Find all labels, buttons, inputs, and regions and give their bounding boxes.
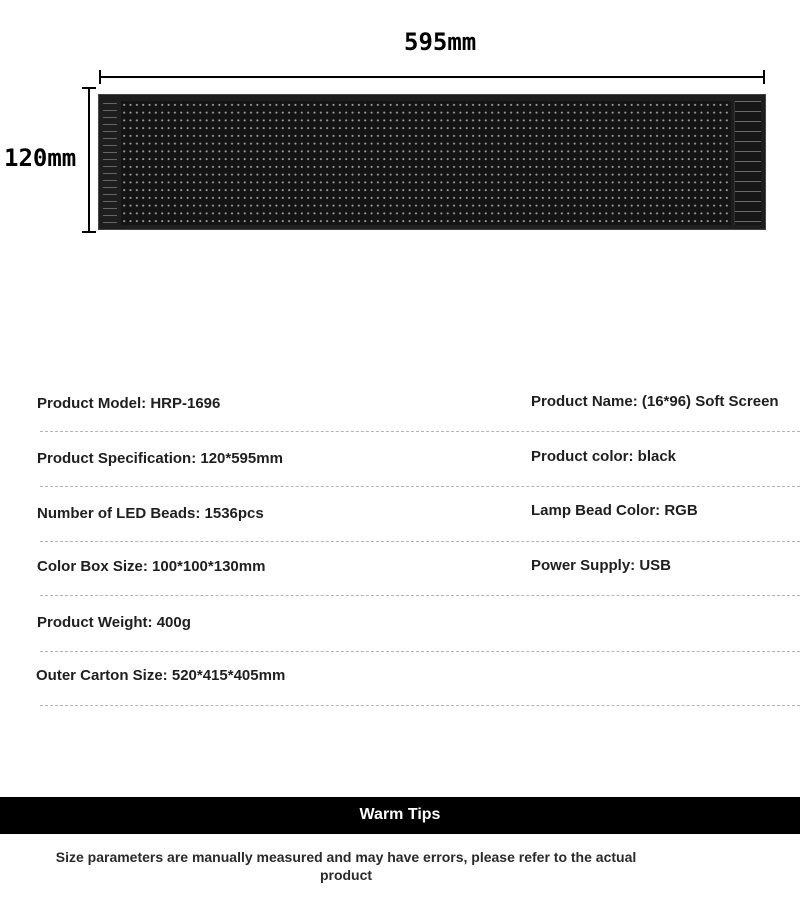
spec-row <box>0 667 800 721</box>
spec-divider <box>40 705 800 706</box>
spec-row <box>0 504 800 558</box>
spec-divider <box>40 595 800 596</box>
height-dimension-tick-top <box>82 87 96 89</box>
led-dot-matrix <box>121 101 731 225</box>
width-dimension-tick-left <box>99 70 101 84</box>
spec-led-beads: Number of LED Beads: 1536pcs <box>37 505 264 522</box>
height-dimension-label: 120mm <box>4 144 77 172</box>
height-dimension-tick-bottom <box>82 231 96 233</box>
spec-color-box-size: Color Box Size: 100*100*130mm <box>37 558 266 575</box>
warm-tips-text: Size parameters are manually measured and may have errors, please refer to the actual product <box>55 849 637 883</box>
spec-product-model: Product Model: HRP-1696 <box>37 395 221 412</box>
height-dimension-line <box>88 88 90 232</box>
spec-row <box>0 613 800 667</box>
width-dimension-line <box>100 76 764 78</box>
spec-product-weight: Product Weight: 400g <box>37 614 191 631</box>
warm-tips-bar <box>0 797 800 834</box>
spec-power-supply: Power Supply: USB <box>531 557 672 574</box>
spec-product-color: Product color: black <box>531 448 677 465</box>
panel-left-connectors <box>103 103 117 223</box>
led-panel-image <box>98 94 766 230</box>
panel-control-board <box>734 101 761 225</box>
spec-lamp-bead-color: Lamp Bead Color: RGB <box>531 502 698 519</box>
width-dimension-label: 595mm <box>404 28 477 56</box>
spec-divider <box>40 651 800 652</box>
spec-divider <box>40 541 800 542</box>
spec-row <box>0 558 800 612</box>
spec-row <box>0 393 800 447</box>
spec-row <box>0 448 800 502</box>
spec-outer-carton-size: Outer Carton Size: 520*415*405mm <box>36 667 286 684</box>
spec-product-specification: Product Specification: 120*595mm <box>37 450 283 467</box>
warm-tips-title: Warm Tips <box>359 806 441 823</box>
spec-divider <box>40 431 800 432</box>
spec-product-name: Product Name: (16*96) Soft Screen <box>531 393 779 410</box>
spec-divider <box>40 486 800 487</box>
width-dimension-tick-right <box>763 70 765 84</box>
